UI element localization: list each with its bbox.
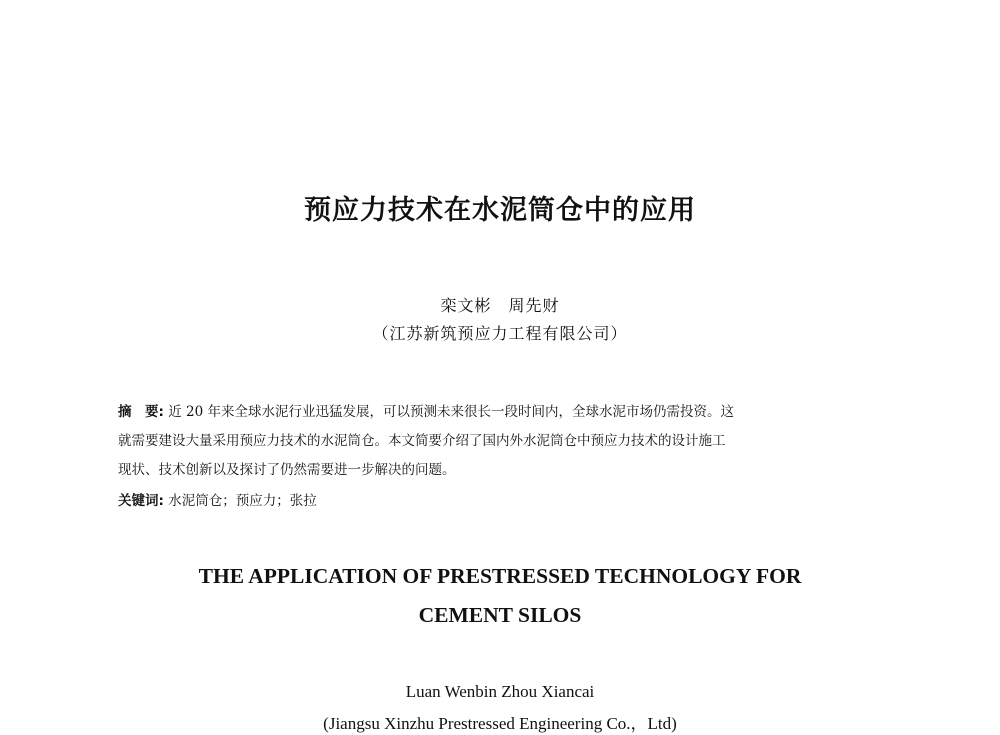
affiliation-cn: （江苏新筑预应力工程有限公司） xyxy=(372,324,628,343)
paper-title-en-line-1: THE APPLICATION OF PRESTRESSED TECHNOLOGY FOR xyxy=(198,564,802,588)
abstract-line-1 xyxy=(118,404,734,421)
paper-title-cn: 预应力技术在水泥筒仓中的应用 xyxy=(304,195,696,226)
abstract-text-line: 现状、技术创新以及探讨了仍然需要进一步解决的问题。 xyxy=(118,462,456,478)
abstract-text-line: 就需要建设大量采用预应力技术的水泥筒仓。本文简要介绍了国内外水泥筒仓中预应力技术的设计施工 xyxy=(118,433,726,449)
abstract-line-3 xyxy=(118,462,456,479)
keywords-text: 水泥筒仓；预应力；张拉 xyxy=(168,493,317,509)
abstract-label: 摘 要: xyxy=(118,404,164,420)
paper-title-en-line-2: CEMENT SILOS xyxy=(418,603,582,627)
keywords-label: 关键词: xyxy=(118,493,164,509)
affiliation-en: (Jiangsu Xinzhu Prestressed Engineering Co.，Ltd) xyxy=(323,714,677,733)
keywords-line xyxy=(118,493,317,510)
abstract-line-2 xyxy=(118,433,726,450)
authors-en: Luan Wenbin Zhou Xiancai xyxy=(405,682,595,701)
authors-cn: 栾文彬 周先财 xyxy=(440,296,560,315)
abstract-text-line: 近 20 年来全球水泥行业迅猛发展，可以预测未来很长一段时间内，全球水泥市场仍需投资。这 xyxy=(168,404,734,420)
